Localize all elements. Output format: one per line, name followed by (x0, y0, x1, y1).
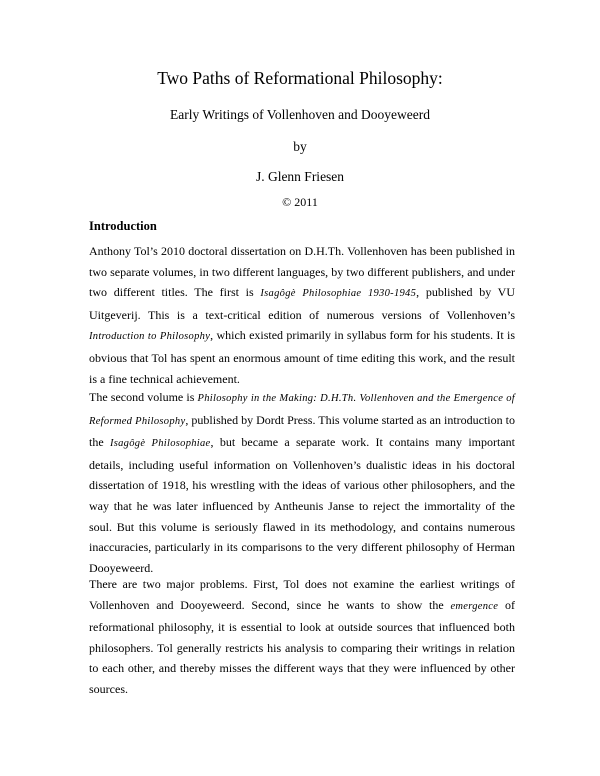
paragraph-text: There are two major problems. First, Tol does not examine the earliest writings of Vollenhoven and Dooyeweerd. Second, since he wants to show the (89, 577, 515, 612)
paragraph (89, 387, 515, 578)
paragraph-text: , but became a separate work. It contains many important details, including useful information on Vollenhoven’s dualistic ideas in his doctoral dissertation of 1918, his wrestling with the ideas of various other philosophers, and the way that he was later influenced by Antheunis Janse to reject the immortality of the soul. But this volume is seriously flawed in its methodology, and contains numerous inaccuracies, particularly in its comparisons to the very different philosophy of Herman Dooyeweerd. (89, 435, 516, 575)
author-name: J. Glenn Friesen (255, 169, 345, 184)
document-title: Two Paths of Reformational Philosophy: (157, 68, 443, 88)
paragraph-text: The second volume is (89, 390, 198, 404)
paragraph-text: , which existed primarily in syllabus form for his students. It is obvious that Tol has spent an enormous amount of time editing this work, and the result is a fine technical achievement. (89, 328, 515, 386)
paragraph-text: , published by Dordt Press. This volume started as an introduction to the (89, 412, 515, 450)
paragraph-text: of reformational philosophy, it is essential to look at outside sources that influenced both philosophers. Tol generally restricts his analysis to comparing their writings in relation to each other, and thereby misses the different ways that they were influenced by other sources. (89, 597, 515, 696)
italic-title-text: Philosophy in the Making: D.H.Th. Vollenhoven and the Emergence of Reformed Philosophy (89, 393, 515, 427)
paragraph (89, 574, 515, 700)
section-heading: Introduction (89, 219, 157, 233)
italic-title-text: emergence (450, 600, 499, 612)
paragraph (89, 241, 515, 389)
paragraph-text: , published by VU Uitgeverij. This is a text-critical edition of numerous versions of Vollenhoven’s (89, 285, 516, 322)
paragraph-text: Anthony Tol’s 2010 doctoral dissertation on D.H.Th. Vollenhoven has been published in two separate volumes, in two different languages, by two different publishers, and under two different titles. The first is (89, 244, 515, 300)
italic-title-text: Isagôgè Philosophiae (109, 438, 211, 450)
italic-title-text: Introduction to Philosophy (89, 331, 211, 343)
byline-by: by (293, 139, 307, 154)
italic-title-text: Isagôgè Philosophiae 1930-1945 (260, 288, 417, 300)
document-subtitle: Early Writings of Vollenhoven and Dooyeweerd (169, 107, 431, 122)
copyright-notice: © 2011 (282, 195, 318, 209)
